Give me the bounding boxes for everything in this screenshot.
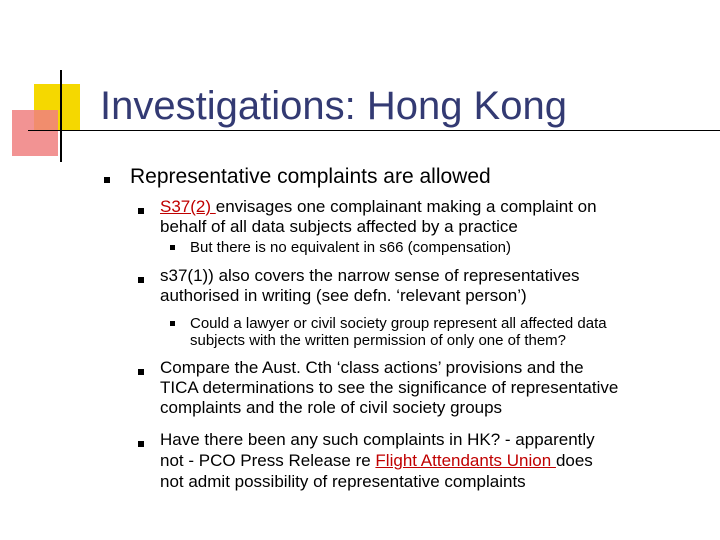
bullet-square bbox=[138, 277, 144, 283]
bullet-s37-2: S37(2) envisages one complainant making a complaint on bbox=[160, 197, 597, 216]
bullet-lawyer-line2: subjects with the written permission of only one of them? bbox=[190, 332, 567, 349]
bullet-s66-compensation: But there is no equivalent in s66 (compensation) bbox=[190, 239, 512, 256]
flight-attendants-union-link[interactable]: Flight Attendants Union bbox=[375, 451, 556, 470]
bullet-square bbox=[104, 177, 110, 183]
bullet-square bbox=[138, 369, 144, 375]
bullet-representative-complaints: Representative complaints are allowed bbox=[130, 165, 491, 188]
bullet-s37-2-line2: behalf of all data subjects affected by a practice bbox=[160, 217, 518, 236]
bullet-square bbox=[170, 245, 175, 250]
s37-2-link[interactable]: S37(2) bbox=[160, 197, 216, 216]
slide-title: Investigations: Hong Kong bbox=[100, 84, 567, 128]
bullet-hk-line3: not admit possibility of representative complaints bbox=[160, 472, 526, 491]
bullet-s37-1-line1: s37(1)) also covers the narrow sense of representatives bbox=[160, 266, 580, 285]
title-underline bbox=[28, 130, 720, 131]
bullet-hk-line2: not - PCO Press Release re Flight Attendants Union does bbox=[160, 451, 593, 470]
bullet-compare-line2: TICA determinations to see the significance of representative bbox=[160, 378, 619, 397]
bullet-lawyer-line1: Could a lawyer or civil society group represent all affected data bbox=[190, 315, 607, 332]
bullet-square bbox=[138, 208, 144, 214]
bullet-compare-line1: Compare the Aust. Cth ‘class actions’ provisions and the bbox=[160, 358, 584, 377]
bullet-hk-line1: Have there been any such complaints in HK? - apparently bbox=[160, 430, 595, 449]
bullet-square bbox=[170, 321, 175, 326]
decor-vertical-line bbox=[60, 70, 62, 162]
bullet-compare-line3: complaints and the role of civil society groups bbox=[160, 398, 503, 417]
bullet-square bbox=[138, 441, 144, 447]
decor-red-square bbox=[12, 110, 58, 156]
bullet-s37-1-line2: authorised in writing (see defn. ‘relevant person’) bbox=[160, 286, 527, 305]
